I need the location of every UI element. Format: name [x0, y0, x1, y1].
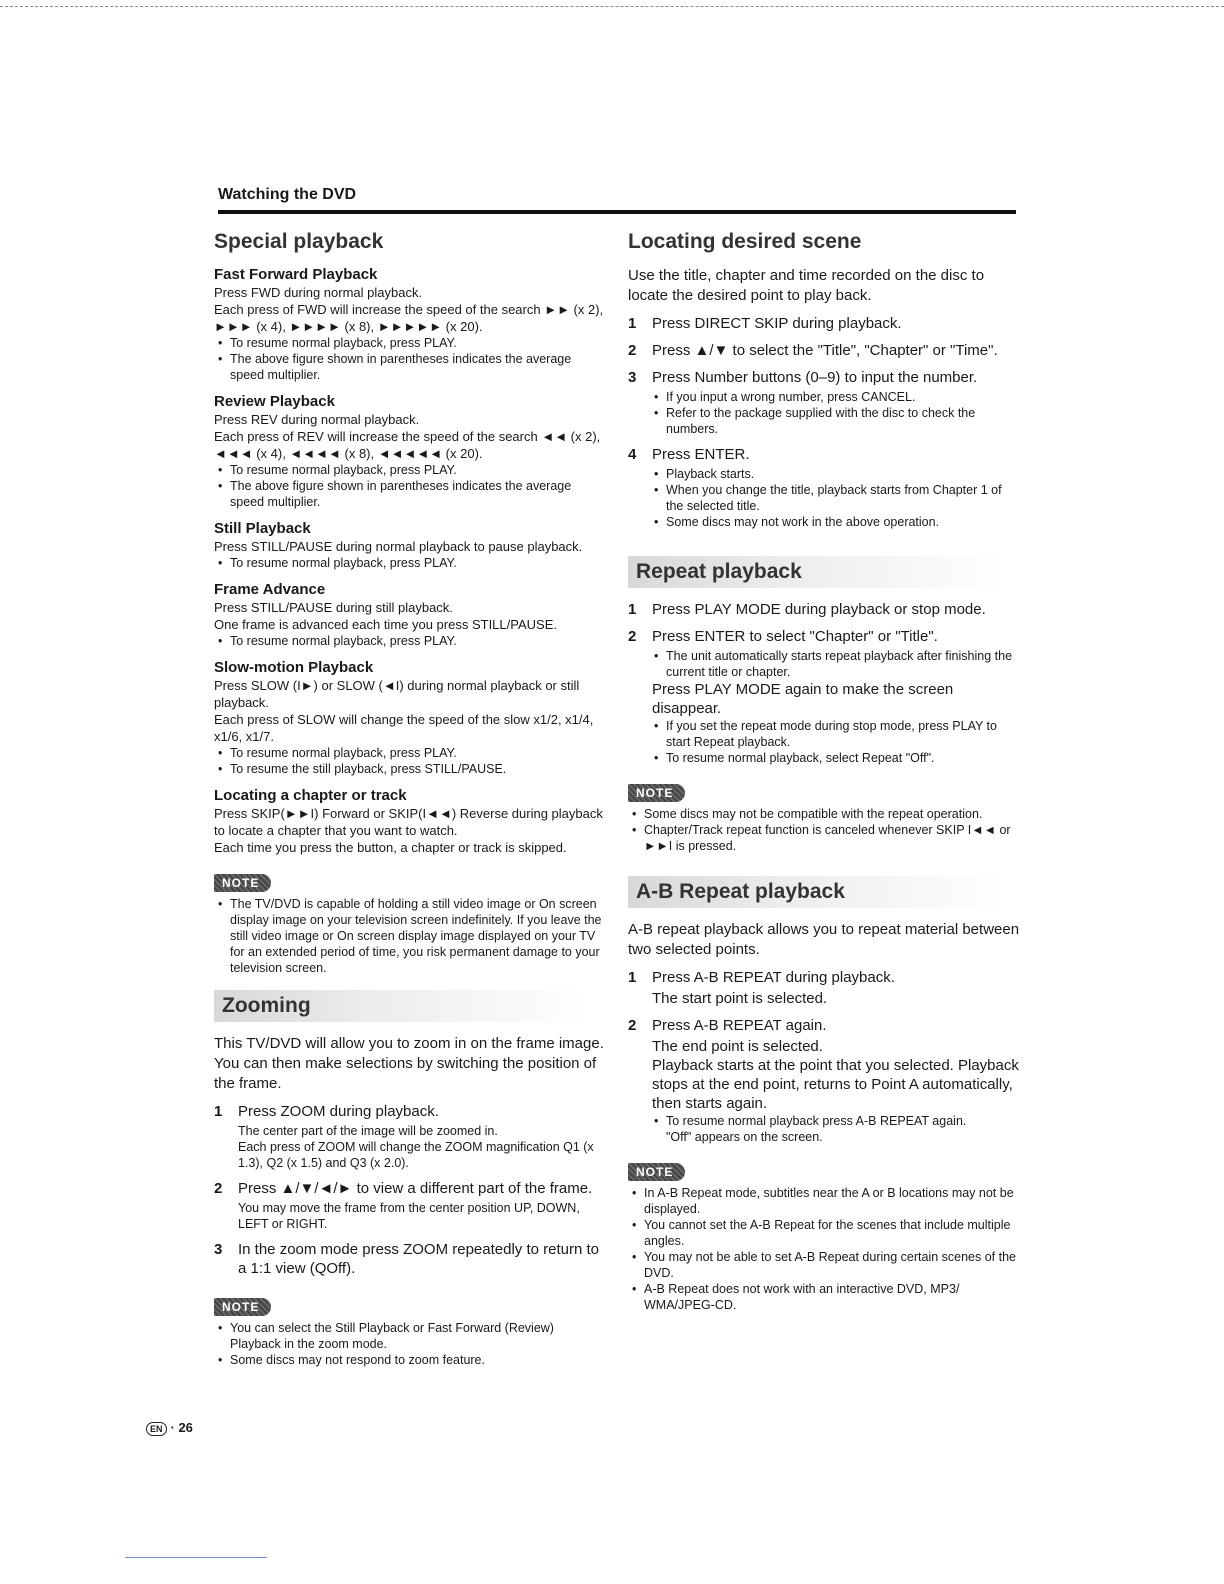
- ab-note-bullet-1: • In A-B Repeat mode, subtitles near the A or B locations may not be displayed.: [628, 1185, 1020, 1217]
- repeat-step-2-number: 2: [628, 628, 637, 645]
- language-en-icon: EN: [146, 1422, 167, 1436]
- right-column: [628, 230, 1020, 1313]
- still-line-1: Press STILL/PAUSE during normal playback to pause playback.: [214, 539, 583, 554]
- ab-note-bullet-2: • You cannot set the A-B Repeat for the scenes that include multiple angles.: [628, 1217, 1020, 1249]
- zoom-note-bullet-2: • Some discs may not respond to zoom feature.: [214, 1352, 604, 1368]
- locate-step-3-number: 3: [628, 369, 637, 386]
- rev-bullet-1: • To resume normal playback, press PLAY.: [214, 462, 604, 478]
- ab-step-2-number: 2: [628, 1017, 637, 1034]
- repeat-note-bullet-1: • Some discs may not be compatible with the repeat operation.: [628, 806, 1020, 822]
- still-heading: Still Playback: [214, 520, 311, 537]
- ff-bullet-2: • The above figure shown in parentheses indicates the average speed multiplier.: [214, 351, 604, 383]
- repeat-step-2-bullet-1: • The unit automatically starts repeat playback after finishing the current title or chapter.: [652, 648, 1020, 680]
- repeat-step-2: [628, 627, 1020, 646]
- bottom-line: [125, 1557, 267, 1558]
- locating-scene-title: Locating desired scene: [628, 230, 862, 253]
- ab-step-2: [628, 1016, 1020, 1035]
- ab-step-1-number: 1: [628, 969, 637, 986]
- ab-step-1-text: Press A-B REPEAT during playback.: [652, 969, 895, 986]
- repeat-note-bullet-2: • Chapter/Track repeat function is canceled whenever SKIP I◄◄ or ►►I is pressed.: [628, 822, 1020, 854]
- slow-bullet-2: • To resume the still playback, press STILL/PAUSE.: [214, 761, 604, 777]
- repeat-step-2-text-2: Press PLAY MODE again to make the screen disappear.: [652, 681, 954, 717]
- slow-line-1: Press SLOW (I►) or SLOW (◄I) during normal playback or still playback.: [214, 678, 580, 710]
- zoom-step-2-number: 2: [214, 1180, 223, 1197]
- page-number: [146, 1420, 193, 1436]
- ab-note-bullet-3: • You may not be able to set A-B Repeat during certain scenes of the DVD.: [628, 1249, 1020, 1281]
- locate-step-1: [628, 314, 1020, 333]
- locate-step-4-number: 4: [628, 446, 637, 463]
- zoom-step-3: [214, 1240, 604, 1278]
- ab-intro: A-B repeat playback allows you to repeat material between two selected points.: [628, 921, 1020, 958]
- ff-line-1: Press FWD during normal playback.: [214, 285, 423, 300]
- slow-line-2: Each press of SLOW will change the speed of the slow x1/2, x1/4, x1/6, x1/7.: [214, 712, 594, 744]
- locate-step-4-bullet-3: • Some discs may not work in the above operation.: [652, 514, 1020, 530]
- locate-step-1-number: 1: [628, 315, 637, 332]
- locate-step-1-text: Press DIRECT SKIP during playback.: [652, 315, 902, 332]
- special-playback-title: Special playback: [214, 230, 384, 253]
- ab-step-2-bullet-1: • To resume normal playback press A-B REPEAT again.: [652, 1113, 1020, 1129]
- left-column: [214, 230, 604, 1368]
- repeat-playback-title: Repeat playback: [628, 556, 1004, 588]
- locate-step-4-bullet-1: • Playback starts.: [652, 466, 1020, 482]
- zoom-step-1-sub-2: Each press of ZOOM will change the ZOOM magnification Q1 (x 1.3), Q2 (x 1.5) and Q3 (x 2.0).: [238, 1140, 594, 1170]
- locating-intro: Use the title, chapter and time recorded on the disc to locate the desired point to play back.: [628, 267, 985, 304]
- repeat-step-1-number: 1: [628, 601, 637, 618]
- zoom-step-2: [214, 1179, 604, 1198]
- note-badge-zoom: NOTE: [214, 1298, 271, 1316]
- locate-step-3: [628, 368, 1020, 387]
- page-header: [218, 186, 1016, 214]
- slow-bullet-1: • To resume normal playback, press PLAY.: [214, 745, 604, 761]
- zoom-step-1-number: 1: [214, 1103, 223, 1120]
- locate-step-4-bullet-2: • When you change the title, playback starts from Chapter 1 of the selected title.: [652, 482, 1020, 514]
- repeat-step-2-text: Press ENTER to select "Chapter" or "Title".: [652, 628, 938, 645]
- ab-note-bullet-4: • A-B Repeat does not work with an interactive DVD, MP3/ WMA/JPEG-CD.: [628, 1281, 1020, 1313]
- repeat-step-1-text: Press PLAY MODE during playback or stop mode.: [652, 601, 986, 618]
- locate-step-3-text: Press Number buttons (0–9) to input the number.: [652, 369, 978, 386]
- ff-heading: Fast Forward Playback: [214, 266, 378, 283]
- repeat-step-2-bullet-3: • To resume normal playback, select Repeat "Off".: [652, 750, 1020, 766]
- zoom-step-3-number: 3: [214, 1241, 223, 1258]
- ab-repeat-title: A-B Repeat playback: [628, 876, 1004, 908]
- locate-chapter-line-2: Each time you press the button, a chapter or track is skipped.: [214, 840, 567, 855]
- ab-step-2-text: Press A-B REPEAT again.: [652, 1017, 827, 1034]
- zoom-intro: This TV/DVD will allow you to zoom in on the frame image. You can then make selections by switching the position of the frame.: [214, 1035, 604, 1092]
- frame-heading: Frame Advance: [214, 581, 326, 598]
- zoom-step-1-text: Press ZOOM during playback.: [238, 1103, 439, 1120]
- frame-line-2: One frame is advanced each time you press STILL/PAUSE.: [214, 617, 557, 632]
- locate-chapter-heading: Locating a chapter or track: [214, 787, 407, 804]
- zoom-note-bullet-1: • You can select the Still Playback or Fast Forward (Review) Playback in the zoom mode.: [214, 1320, 604, 1352]
- ab-step-2-bullet-1-sub: "Off" appears on the screen.: [666, 1130, 823, 1144]
- ff-line-2: Each press of FWD will increase the speed of the search ►► (x 2), ►►► (x 4), ►►►► (x 8), ►►►►► (x 20).: [214, 302, 604, 334]
- zoom-step-2-text: Press ▲/▼/◄/► to view a different part of the frame.: [238, 1180, 593, 1197]
- ff-bullet-1: • To resume normal playback, press PLAY.: [214, 335, 604, 351]
- still-bullet-1: • To resume normal playback, press PLAY.: [214, 555, 604, 571]
- frame-bullet-1: • To resume normal playback, press PLAY.: [214, 633, 604, 649]
- rev-bullet-2: • The above figure shown in parentheses indicates the average speed multiplier.: [214, 478, 604, 510]
- header-rule: [218, 210, 1016, 214]
- top-dashed-rule: [0, 6, 1224, 7]
- note-badge-special: NOTE: [214, 874, 271, 892]
- ab-step-2-text-2: Playback starts at the point that you selected. Playback stops at the end point, returns to Point A automatically, then starts again.: [652, 1057, 1019, 1112]
- ab-step-1-text-2: The start point is selected.: [652, 990, 828, 1007]
- locate-step-4-text: Press ENTER.: [652, 446, 750, 463]
- note-badge-repeat: NOTE: [628, 784, 685, 802]
- page-number-text: · 26: [170, 1420, 193, 1435]
- rev-line-2: Each press of REV will increase the speed of the search ◄◄ (x 2), ◄◄◄ (x 4), ◄◄◄◄ (x 8), ◄◄◄◄◄ (x 20).: [214, 429, 601, 461]
- repeat-step-2-bullet-2: • If you set the repeat mode during stop mode, press PLAY to start Repeat playback.: [652, 718, 1020, 750]
- locate-step-4: [628, 445, 1020, 464]
- locate-chapter-line-1: Press SKIP(►►I) Forward or SKIP(I◄◄) Reverse during playback to locate a chapter that you want to watch.: [214, 806, 603, 838]
- locate-step-2-text: Press ▲/▼ to select the "Title", "Chapter" or "Time".: [652, 342, 998, 359]
- zoom-step-1-sub-1: The center part of the image will be zoomed in.: [238, 1124, 498, 1138]
- repeat-step-1: [628, 600, 1020, 619]
- zoom-step-1: [214, 1102, 604, 1121]
- slow-heading: Slow-motion Playback: [214, 659, 374, 676]
- rev-line-1: Press REV during normal playback.: [214, 412, 420, 427]
- zoom-step-3-text: In the zoom mode press ZOOM repeatedly to return to a 1:1 view (QOff).: [238, 1241, 599, 1277]
- locate-step-2: [628, 341, 1020, 360]
- special-note-bullet-1: • The TV/DVD is capable of holding a still video image or On screen display image on your television screen indefinitely. If you leave the still video image or On screen display image displayed on your TV for an extended period of time, you risk permanent damage to your television screen.: [214, 896, 604, 976]
- page-header-title: Watching the DVD: [218, 186, 357, 203]
- locate-step-2-number: 2: [628, 342, 637, 359]
- frame-line-1: Press STILL/PAUSE during still playback.: [214, 600, 453, 615]
- zoom-step-2-sub: You may move the frame from the center position UP, DOWN, LEFT or RIGHT.: [238, 1201, 580, 1231]
- locate-step-3-bullet-1: • If you input a wrong number, press CANCEL.: [652, 389, 1020, 405]
- locate-step-3-bullet-2: • Refer to the package supplied with the disc to check the numbers.: [652, 405, 1020, 437]
- ab-step-2-text-1: The end point is selected.: [652, 1038, 823, 1055]
- rev-heading: Review Playback: [214, 393, 335, 410]
- note-badge-ab: NOTE: [628, 1163, 685, 1181]
- ab-step-1: [628, 968, 1020, 987]
- zooming-title: Zooming: [214, 990, 590, 1022]
